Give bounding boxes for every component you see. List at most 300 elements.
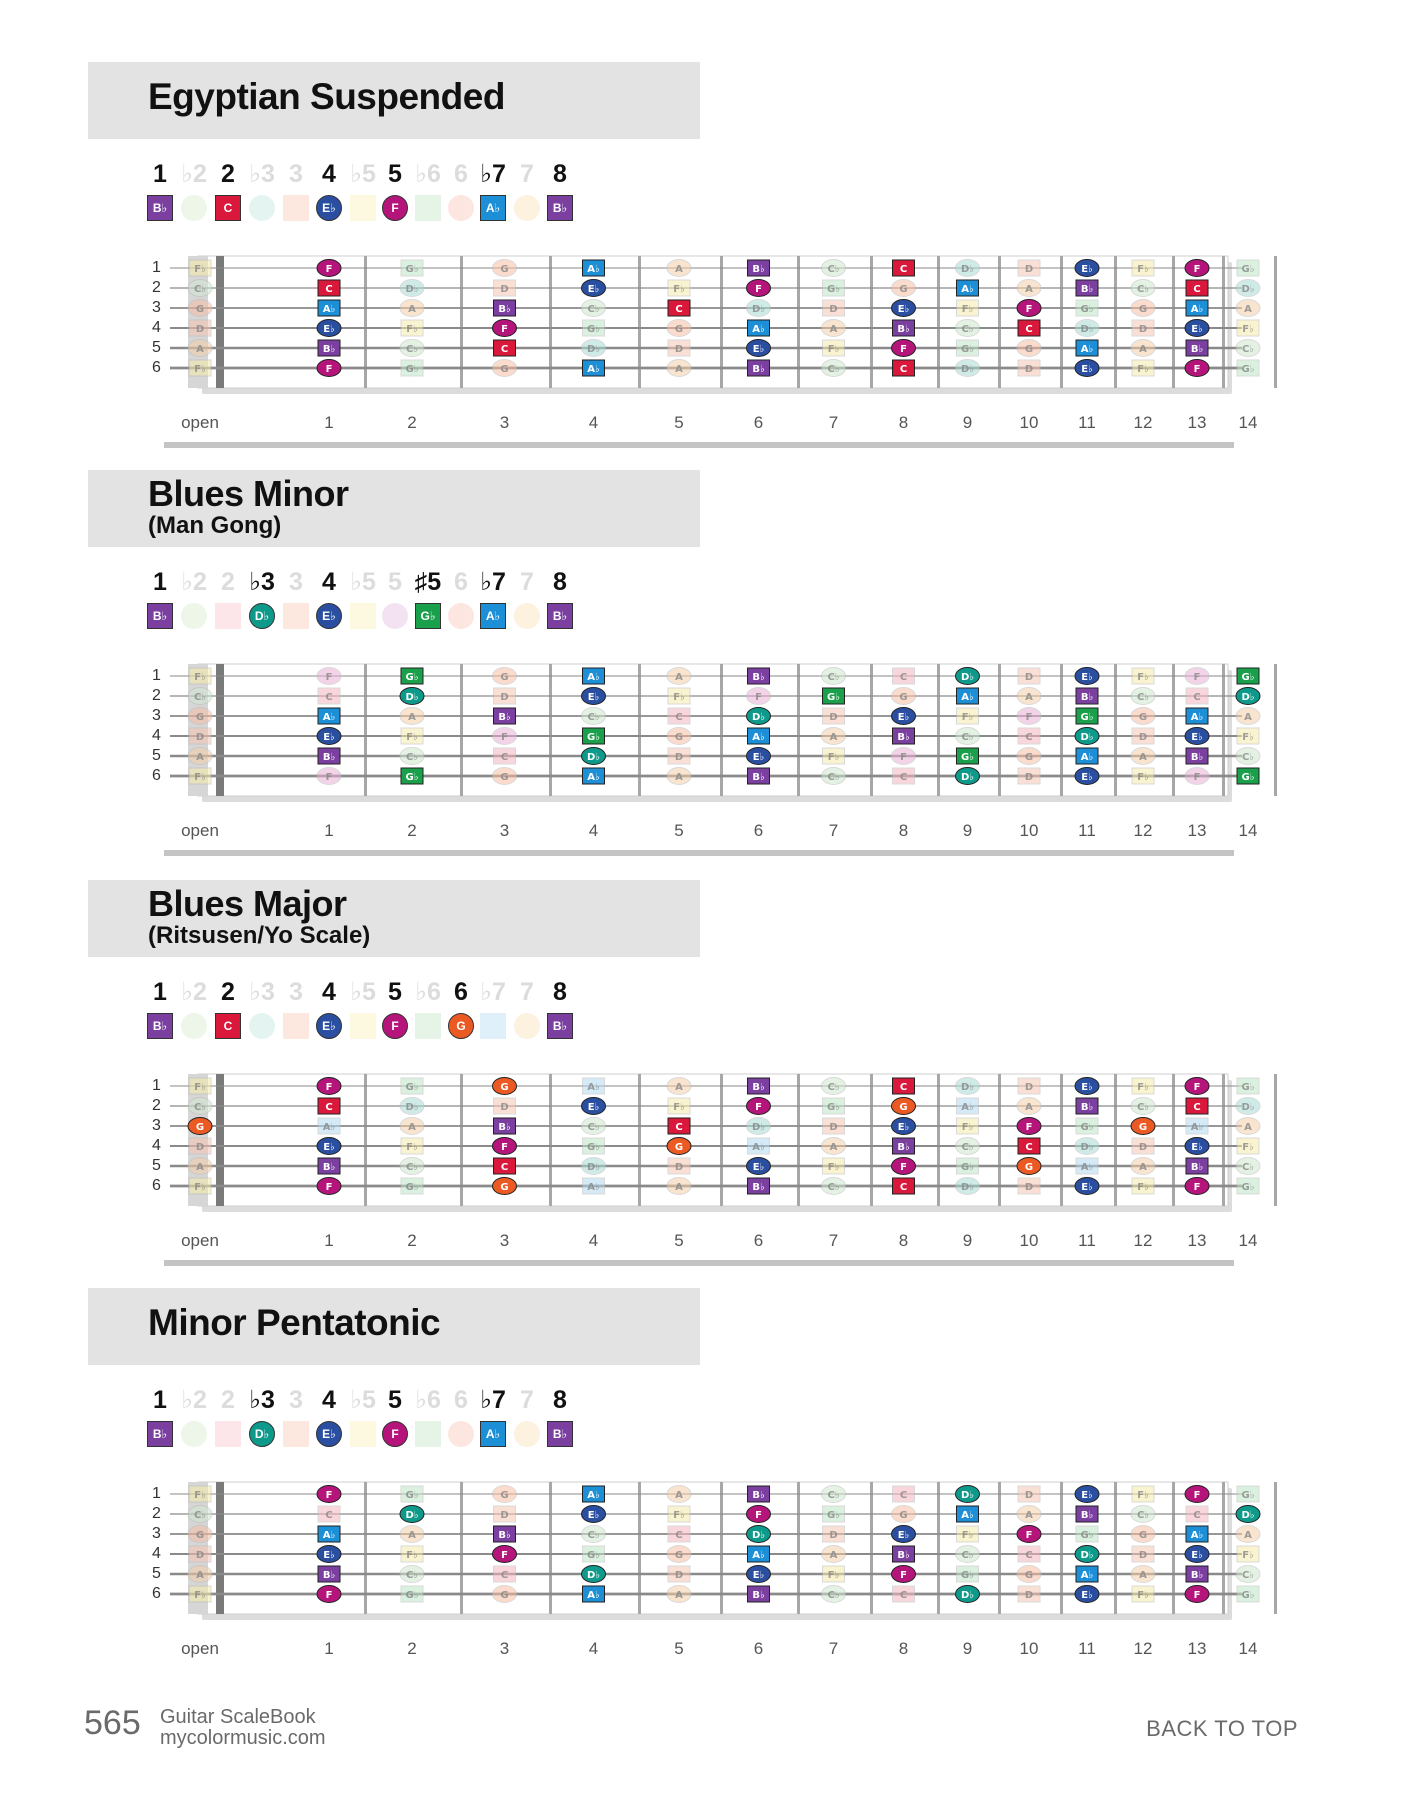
degree-label: 2 <box>221 1386 235 1414</box>
fret-note-label: C♭ <box>1136 1102 1150 1113</box>
fret-note-label: G♭ <box>405 672 419 683</box>
fret-note-label: F♭ <box>194 364 206 375</box>
fret-note-label: G♭ <box>587 1142 600 1153</box>
fret-note-label: B♭ <box>498 712 511 723</box>
fret-note-label: E♭ <box>1191 1142 1203 1153</box>
fret-number: 2 <box>407 1231 417 1250</box>
string-number: 3 <box>152 707 161 724</box>
fret-note-label: E♭ <box>587 692 600 703</box>
fret-note-label: B♭ <box>897 1142 910 1153</box>
fret-note-label: D♭ <box>1241 284 1255 295</box>
fret-note-label: F♭ <box>194 772 206 783</box>
scale-note-key: B♭ <box>147 1013 173 1039</box>
fret-note-label: A <box>1025 1102 1033 1113</box>
fret-note-label: F♭ <box>1242 324 1254 335</box>
degree-label: 6 <box>454 568 468 596</box>
fret-note-label: G♭ <box>405 1590 419 1601</box>
scale-note-key: A♭ <box>480 603 506 629</box>
fret-note-label: F♭ <box>961 1530 974 1541</box>
inactive-note-key <box>382 603 408 629</box>
fret-note-label: C♭ <box>1241 344 1255 355</box>
scale-note-key: C <box>215 195 241 221</box>
fret-note-label: D <box>1138 1142 1148 1153</box>
degree-label: 6 <box>454 160 468 188</box>
fret-note-label: F <box>900 752 907 763</box>
fret-note-label: F♭ <box>194 1182 206 1193</box>
degree-label: 8 <box>553 1386 567 1414</box>
fret-note-label: C <box>325 692 333 703</box>
fret-note-label: C♭ <box>827 672 840 683</box>
fret-note-label: D <box>674 1162 684 1173</box>
fret-note-label: A♭ <box>587 672 600 683</box>
degree-label: 2 <box>221 978 235 1006</box>
scale-note-key: B♭ <box>547 603 573 629</box>
fret-note-label: G <box>1024 344 1034 355</box>
fret-note-label: C <box>675 304 683 315</box>
fret-note-label: B♭ <box>897 324 910 335</box>
inactive-note-key <box>415 1421 441 1447</box>
fret-note-label: E♭ <box>897 304 910 315</box>
fret-note-label: G♭ <box>827 1102 840 1113</box>
fret-note-label: F♭ <box>194 1082 206 1093</box>
fret-note-label: A♭ <box>1190 1530 1204 1541</box>
fret-note-label: A <box>1139 1162 1147 1173</box>
fret-note-label: A♭ <box>587 1082 600 1093</box>
fret-note-label: C♭ <box>961 324 974 335</box>
fret-note-label: F <box>325 1490 333 1501</box>
scale-note-key: B♭ <box>147 603 173 629</box>
fret-note-label: G♭ <box>587 1550 600 1561</box>
fret-note-label: F♭ <box>673 1102 685 1113</box>
fret-number: 11 <box>1078 1639 1096 1658</box>
fret-number: 3 <box>499 1639 510 1658</box>
inactive-note-key <box>215 1421 241 1447</box>
inactive-note-key <box>350 603 376 629</box>
fret-note-label: G <box>674 1550 684 1561</box>
string-number: 4 <box>152 727 161 744</box>
fret-note-label: A♭ <box>752 324 765 335</box>
fret-note-label: E♭ <box>1081 1590 1093 1601</box>
degree-label: ♯5 <box>414 568 442 596</box>
inactive-note-key <box>415 195 441 221</box>
fret-note-label: G <box>195 304 205 315</box>
fret-note-label: D♭ <box>751 1122 766 1133</box>
fret-note-label: D♭ <box>586 752 601 763</box>
fret-note-label: A♭ <box>752 1142 765 1153</box>
fret-note-label: G <box>674 732 684 743</box>
fret-note-label: G <box>1138 1530 1148 1541</box>
fret-note-label: F <box>1025 1122 1033 1133</box>
scale-title-box <box>88 470 700 547</box>
fret-wire <box>1274 664 1277 796</box>
inactive-note-key <box>283 603 309 629</box>
fret-number: 14 <box>1238 1639 1258 1658</box>
fret-note-label: F♭ <box>1242 1550 1254 1561</box>
inactive-note-key <box>514 1013 540 1039</box>
fret-note-label: B♭ <box>322 1570 336 1581</box>
fret-note-label: C♭ <box>587 1122 600 1133</box>
fret-note-label: F♭ <box>1137 364 1149 375</box>
string-number: 1 <box>152 1077 161 1094</box>
fretboard-svg <box>150 242 1255 402</box>
fret-note-label: E♭ <box>323 324 335 335</box>
fret-note-label: B♭ <box>1080 692 1094 703</box>
fret-note-label: G <box>899 1102 908 1113</box>
fret-number: 5 <box>674 1231 684 1250</box>
fret-note-label: A♭ <box>752 732 765 743</box>
fret-note-label: D <box>195 1550 205 1561</box>
fret-note-label: F <box>1193 672 1201 683</box>
fret-note-label: C <box>675 712 683 723</box>
fret-note-label: F <box>1193 364 1201 375</box>
fret-number: open <box>181 413 219 432</box>
degree-label: ♭3 <box>249 160 275 188</box>
fret-note-label: A <box>829 1142 838 1153</box>
inactive-note-key <box>514 603 540 629</box>
fret-note-label: D♭ <box>586 344 601 355</box>
fret-note-label: C <box>325 1102 333 1113</box>
fret-note-label: D♭ <box>960 1182 975 1193</box>
fret-note-label: D <box>1024 1490 1034 1501</box>
fret-number: 6 <box>753 413 764 432</box>
fret-note-label: E♭ <box>587 1510 600 1521</box>
fret-note-label: D <box>500 692 509 703</box>
fret-number: 6 <box>753 1231 764 1250</box>
scale-note-key: C <box>215 1013 241 1039</box>
fret-note-label: F♭ <box>673 284 685 295</box>
fret-note-label: E♭ <box>323 732 335 743</box>
fret-note-label: D♭ <box>960 672 975 683</box>
fret-note-label: F♭ <box>194 1490 206 1501</box>
scale-title-box <box>88 880 700 957</box>
fret-note-label: A <box>408 304 416 315</box>
fret-note-label: C <box>1025 324 1033 335</box>
fret-note-label: F <box>325 672 333 683</box>
degree-label: ♭7 <box>480 978 506 1006</box>
fret-note-label: D♭ <box>960 1590 975 1601</box>
fret-note-label: B♭ <box>322 1162 336 1173</box>
fret-note-label: B♭ <box>322 344 336 355</box>
degree-label: 7 <box>520 160 534 188</box>
fret-note-label: C♭ <box>587 304 600 315</box>
fret-number: 4 <box>588 1639 599 1658</box>
fret-note-label: A <box>829 732 838 743</box>
fret-note-label: C♭ <box>1241 1162 1255 1173</box>
section-divider <box>164 442 1234 448</box>
fret-note-label: A♭ <box>752 1550 765 1561</box>
fret-note-label: C <box>1193 284 1201 295</box>
fret-note-label: F♭ <box>1137 672 1149 683</box>
fret-note-label: G <box>500 772 509 783</box>
scale-note-key: F <box>382 1013 408 1039</box>
scale-note-key: G♭ <box>415 603 441 629</box>
fret-note-label: A <box>1244 304 1252 315</box>
fret-number: 1 <box>324 413 334 432</box>
fret-note-label: G <box>500 1490 509 1501</box>
degree-label: ♭3 <box>249 1386 275 1414</box>
fret-note-label: A♭ <box>1080 1162 1094 1173</box>
fret-note-label: F♭ <box>1242 1142 1254 1153</box>
fret-note-label: D♭ <box>1080 732 1094 743</box>
string-number: 3 <box>152 299 161 316</box>
fret-note-label: E♭ <box>1081 1182 1093 1193</box>
fret-note-label: C♭ <box>1136 1510 1150 1521</box>
fret-note-label: E♭ <box>897 1530 910 1541</box>
fret-note-label: A♭ <box>587 772 600 783</box>
fret-note-label: B♭ <box>1190 752 1204 763</box>
fret-note-label: C♭ <box>405 344 419 355</box>
fret-note-label: A <box>196 1162 204 1173</box>
fret-note-label: F <box>1025 712 1033 723</box>
fret-note-label: D♭ <box>1080 1142 1094 1153</box>
fret-note-label: F <box>755 284 762 295</box>
fret-note-label: F♭ <box>1137 264 1149 275</box>
fret-note-label: D♭ <box>405 284 419 295</box>
scale-title: Minor Pentatonic <box>148 1302 441 1343</box>
fret-note-label: A♭ <box>1190 304 1204 315</box>
fret-note-label: A <box>675 364 683 375</box>
inactive-note-key <box>514 195 540 221</box>
degree-label: 2 <box>221 568 235 596</box>
string-number: 5 <box>152 1565 161 1582</box>
fret-note-label: F♭ <box>1137 772 1149 783</box>
fret-number: 2 <box>407 413 417 432</box>
fret-note-label: F <box>325 264 333 275</box>
scale-section <box>0 470 1402 880</box>
fret-number: 8 <box>898 821 909 840</box>
string-number: 1 <box>152 667 161 684</box>
fret-note-label: B♭ <box>322 752 336 763</box>
fret-note-label: A <box>1139 344 1147 355</box>
fret-note-label: A <box>408 1122 416 1133</box>
fret-note-label: E♭ <box>323 1550 335 1561</box>
string-number: 4 <box>152 1137 161 1154</box>
fret-number: 10 <box>1019 413 1039 432</box>
fret-note-label: G♭ <box>1241 364 1255 375</box>
fret-note-label: F <box>1025 1530 1033 1541</box>
fret-note-label: F <box>755 1510 762 1521</box>
fret-note-label: C♭ <box>587 712 600 723</box>
inactive-note-key <box>415 1013 441 1039</box>
fret-number: 11 <box>1078 413 1096 432</box>
fret-note-label: D <box>1024 264 1034 275</box>
inactive-note-key <box>350 1013 376 1039</box>
fret-note-label: G <box>500 672 509 683</box>
fretboard <box>150 242 1255 402</box>
degree-label: 3 <box>289 978 303 1006</box>
string-number: 5 <box>152 339 161 356</box>
scale-title-box <box>88 1288 700 1365</box>
fret-note-label: B♭ <box>752 1082 765 1093</box>
fret-note-label: A♭ <box>1080 752 1094 763</box>
fret-note-label: G <box>1138 304 1148 315</box>
fret-note-label: F <box>325 772 333 783</box>
fret-note-label: F <box>1025 304 1033 315</box>
fretboard-svg <box>150 650 1255 810</box>
fret-note-label: D♭ <box>1241 1102 1255 1113</box>
fret-number: 8 <box>898 413 909 432</box>
fret-note-label: C♭ <box>1136 284 1150 295</box>
fret-note-label: F♭ <box>1137 1082 1149 1093</box>
fret-note-label: E♭ <box>752 344 765 355</box>
fret-number: 13 <box>1187 821 1207 840</box>
fret-note-label: F <box>900 1570 907 1581</box>
fret-note-label: G <box>500 1082 509 1093</box>
fret-note-label: G <box>899 284 908 295</box>
fret-note-label: A <box>675 1082 683 1093</box>
fret-note-label: D♭ <box>751 304 766 315</box>
fret-note-label: F <box>501 732 508 743</box>
fret-number: 12 <box>1133 1639 1153 1658</box>
inactive-note-key <box>448 603 474 629</box>
fret-note-label: A <box>1025 284 1033 295</box>
fret-note-label: F <box>325 1590 333 1601</box>
fret-wire <box>1274 1074 1277 1206</box>
inactive-note-key <box>350 195 376 221</box>
scale-title: Egyptian Suspended <box>148 76 505 117</box>
degree-label: ♭2 <box>181 1386 207 1414</box>
fret-note-label: A♭ <box>1080 1570 1094 1581</box>
fret-note-label: G <box>195 712 205 723</box>
degree-label: 1 <box>153 978 167 1006</box>
fret-note-label: C♭ <box>827 264 840 275</box>
fret-note-label: A♭ <box>587 1590 600 1601</box>
fret-note-label: A♭ <box>1190 1122 1204 1133</box>
fret-note-label: B♭ <box>752 1490 765 1501</box>
fret-note-label: E♭ <box>1081 672 1093 683</box>
fret-note-label: C <box>899 1490 908 1501</box>
degree-label: 4 <box>322 160 336 188</box>
fret-note-label: C♭ <box>827 1490 840 1501</box>
scale-note-key: B♭ <box>547 195 573 221</box>
fret-note-label: A <box>1025 1510 1033 1521</box>
fret-number: 7 <box>828 1639 839 1658</box>
fret-note-label: D <box>674 1570 684 1581</box>
fret-note-label: A <box>1244 712 1252 723</box>
scale-note-key: B♭ <box>547 1421 573 1447</box>
fret-note-label: F <box>755 1102 762 1113</box>
scale-note-key: B♭ <box>147 1421 173 1447</box>
fret-note-label: A <box>675 1182 683 1193</box>
fret-note-label: D <box>500 284 509 295</box>
fret-note-label: D <box>1138 1550 1148 1561</box>
fret-number: 9 <box>962 1639 973 1658</box>
fret-number: 2 <box>407 1639 417 1658</box>
fret-note-label: F <box>755 692 762 703</box>
fret-number: 13 <box>1187 1231 1207 1250</box>
string-number: 5 <box>152 1157 161 1174</box>
fret-note-label: G♭ <box>1241 772 1255 783</box>
fret-number: 5 <box>674 413 684 432</box>
degree-label: 4 <box>322 568 336 596</box>
fret-note-label: A♭ <box>322 304 336 315</box>
fret-note-label: G♭ <box>587 324 600 335</box>
string-number: 2 <box>152 687 161 704</box>
degree-label: ♭6 <box>415 160 441 188</box>
fret-note-label: D <box>195 1142 205 1153</box>
degree-label: ♭6 <box>415 1386 441 1414</box>
fret-note-label: E♭ <box>752 1162 765 1173</box>
scale-title-box <box>88 62 700 139</box>
fret-note-label: G <box>500 1590 509 1601</box>
fret-note-label: B♭ <box>498 304 511 315</box>
fret-note-label: F <box>325 1082 333 1093</box>
fret-note-label: F♭ <box>406 1550 418 1561</box>
fret-note-label: D♭ <box>960 1082 975 1093</box>
fret-note-label: C <box>325 284 333 295</box>
fret-note-label: C♭ <box>961 732 974 743</box>
fret-note-label: B♭ <box>752 1590 765 1601</box>
fret-note-label: A♭ <box>961 692 974 703</box>
fret-note-label: G♭ <box>405 772 419 783</box>
degree-label: 4 <box>322 978 336 1006</box>
scale-note-key: E♭ <box>316 603 342 629</box>
fret-number: 3 <box>499 821 510 840</box>
fret-note-label: C♭ <box>827 1082 840 1093</box>
fret-note-label: C♭ <box>961 1550 974 1561</box>
fret-note-label: C♭ <box>1241 1570 1255 1581</box>
fret-note-label: B♭ <box>1080 284 1094 295</box>
fret-note-label: B♭ <box>752 1182 765 1193</box>
back-to-top-link[interactable]: BACK TO TOP <box>1146 1716 1298 1741</box>
degree-label: 7 <box>520 568 534 596</box>
fret-note-label: G♭ <box>405 1182 419 1193</box>
fret-note-label: D♭ <box>751 1530 766 1541</box>
fret-note-label: C♭ <box>193 692 207 703</box>
fret-number: open <box>181 1231 219 1250</box>
fret-note-label: G <box>899 1510 908 1521</box>
fret-note-label: F <box>1193 1590 1201 1601</box>
fret-note-label: F♭ <box>406 732 418 743</box>
fret-note-label: C <box>1193 1510 1201 1521</box>
fret-note-label: F♭ <box>827 752 840 763</box>
inactive-note-key <box>514 1421 540 1447</box>
inactive-note-key <box>283 195 309 221</box>
fret-number: 12 <box>1133 413 1153 432</box>
scale-section <box>0 1288 1402 1698</box>
scale-note-key: A♭ <box>480 1421 506 1447</box>
fret-number: 12 <box>1133 821 1153 840</box>
fret-note-label: C <box>500 344 509 355</box>
fret-note-label: A <box>675 1490 683 1501</box>
fret-note-label: D <box>1138 324 1148 335</box>
degree-label: 1 <box>153 160 167 188</box>
fret-note-label: A♭ <box>961 1102 974 1113</box>
fret-note-label: C♭ <box>193 284 207 295</box>
fret-note-label: F♭ <box>827 344 840 355</box>
fret-number: 4 <box>588 821 599 840</box>
fret-note-label: C♭ <box>405 1162 419 1173</box>
fret-note-label: F <box>1193 1490 1201 1501</box>
fret-number: 4 <box>588 413 599 432</box>
fret-note-label: B♭ <box>1190 344 1204 355</box>
scale-note-key: F <box>382 1421 408 1447</box>
string-number: 1 <box>152 259 161 276</box>
degree-label: 7 <box>520 1386 534 1414</box>
fret-note-label: F♭ <box>406 1142 418 1153</box>
fret-note-label: A <box>196 344 204 355</box>
fret-note-label: F <box>1193 1182 1201 1193</box>
fret-note-label: D♭ <box>960 364 975 375</box>
fret-note-label: E♭ <box>323 1142 335 1153</box>
fret-number: 1 <box>324 821 334 840</box>
fret-note-label: B♭ <box>752 264 765 275</box>
fret-note-label: F <box>1193 772 1201 783</box>
fret-note-label: F <box>900 344 907 355</box>
fret-note-label: F <box>325 364 333 375</box>
fret-number: 3 <box>499 1231 510 1250</box>
fret-note-label: G♭ <box>405 364 419 375</box>
